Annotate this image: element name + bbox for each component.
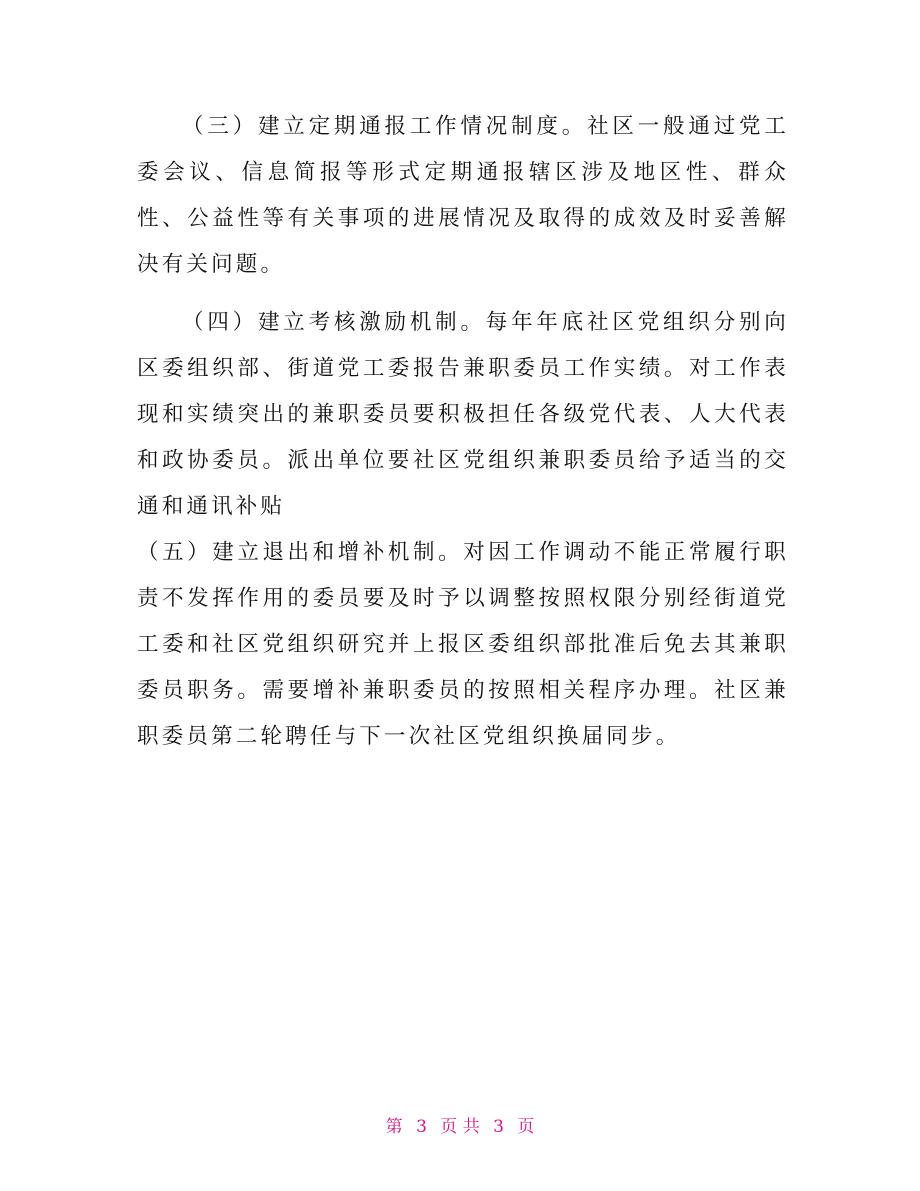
footer-suffix: 页 bbox=[517, 1117, 535, 1137]
footer-middle: 页 共 bbox=[440, 1117, 480, 1137]
paragraph-4: （四）建立考核激励机制。每年年底社区党组织分别向区委组织部、街道党工委报告兼职委员工作实绩。对工作表现和实绩突出的兼职委员要积极担任各级党代表、人大代表和政协委员。派出单位要社区党组织兼职委员给予适当的交通和通讯补贴 bbox=[137, 310, 789, 519]
footer-prefix: 第 bbox=[385, 1117, 403, 1137]
paragraph-3: （三）建立定期通报工作情况制度。社区一般通过党工委会议、信息简报等形式定期通报辖区涉及地区性、群众性、公益性等有关事项的进展情况及取得的成效及时妥善解决有关问题。 bbox=[137, 114, 789, 277]
footer-total-pages: 3 bbox=[493, 1117, 504, 1137]
footer-current-page: 3 bbox=[416, 1117, 427, 1137]
document-body bbox=[137, 104, 789, 760]
page-footer bbox=[0, 1112, 920, 1137]
paragraph-5: （五）建立退出和增补机制。对因工作调动不能正常履行职责不发挥作用的委员要及时予以调整按照权限分别经街道党工委和社区党组织研究并上报区委组织部批准后免去其兼职委员职务。需要增补兼职委员的按照相关程序办理。社区兼职委员第二轮聘任与下一次社区党组织换届同步。 bbox=[137, 540, 789, 749]
